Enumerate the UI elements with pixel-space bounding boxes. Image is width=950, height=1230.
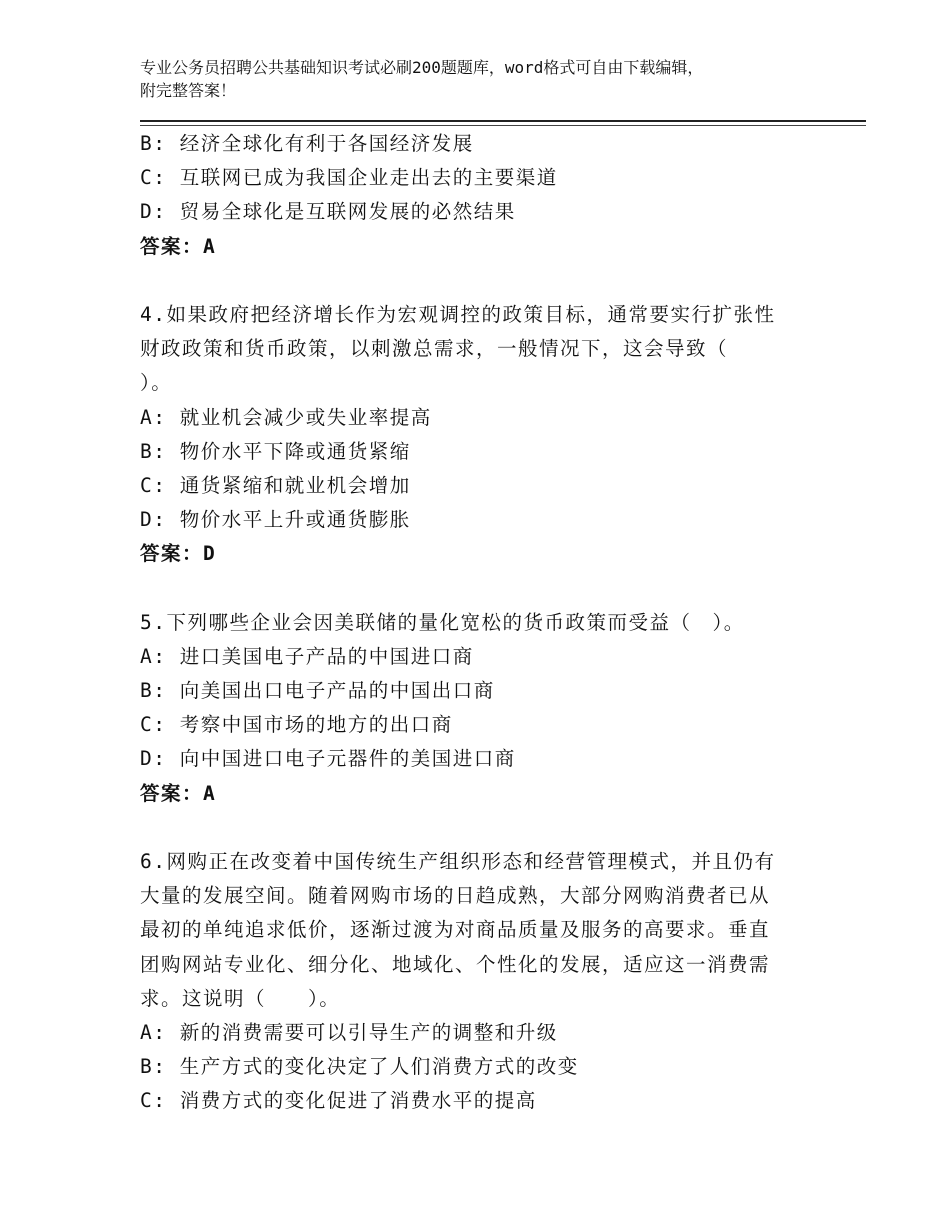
question-stem-line: 6.网购正在改变着中国传统生产组织形态和经营管理模式，并且仍有 [140, 849, 776, 873]
option-c: C: 消费方式的变化促进了消费水平的提高 [140, 1089, 537, 1113]
spacer [140, 571, 820, 605]
question-block-3 [140, 127, 820, 264]
question-block-5 [140, 606, 820, 811]
option-c: C: 互联网已成为我国企业走出去的主要渠道 [140, 166, 558, 190]
answer-line: 答案：D [140, 542, 217, 566]
question-stem-line: 最初的单纯追求低价，逐渐过渡为对商品质量及服务的高要求。垂直 [140, 918, 771, 942]
option-c: C: 考察中国市场的地方的出口商 [140, 713, 453, 737]
header-line-2: 附完整答案！ [140, 81, 237, 100]
option-b: B: 经济全球化有利于各国经济发展 [140, 132, 474, 155]
option-c: C: 通货紧缩和就业机会增加 [140, 473, 411, 497]
answer-line: 答案：A [140, 234, 217, 258]
header-line-1: 专业公务员招聘公共基础知识考试必刷200题题库，word格式可自由下载编辑， [140, 58, 704, 77]
option-d: D: 物价水平上升或通货膨胀 [140, 508, 411, 532]
spacer [140, 811, 820, 845]
option-a: A: 新的消费需要可以引导生产的调整和升级 [140, 1020, 558, 1044]
question-stem-line: 大量的发展空间。随着网购市场的日趋成熟，大部分网购消费者已从 [140, 884, 771, 908]
question-block-4 [140, 298, 820, 572]
question-block-6 [140, 845, 820, 1119]
question-stem-line: 4.如果政府把经济增长作为宏观调控的政策目标，通常要实行扩张性 [140, 302, 776, 326]
header-divider-thick [140, 120, 866, 122]
option-b: B: 生产方式的变化决定了人们消费方式的改变 [140, 1055, 579, 1079]
option-b: B: 向美国出口电子产品的中国出口商 [140, 679, 495, 702]
option-b: B: 物价水平下降或通货紧缩 [140, 439, 411, 463]
question-content [140, 127, 820, 1118]
question-stem-line: 求。这说明（ ）。 [140, 986, 341, 1010]
spacer [140, 264, 820, 298]
question-stem-line: 5.下列哪些企业会因美联储的量化宽松的货币政策而受益（ ）。 [140, 610, 745, 634]
answer-line: 答案：A [140, 781, 217, 805]
page-header [140, 56, 840, 102]
question-stem-line: ）。 [140, 371, 173, 395]
option-a: A: 进口美国电子产品的中国进口商 [140, 644, 474, 668]
option-d: D: 向中国进口电子元器件的美国进口商 [140, 747, 516, 771]
header-divider-thin [140, 125, 866, 126]
option-a: A: 就业机会减少或失业率提高 [140, 405, 432, 429]
option-d: D: 贸易全球化是互联网发展的必然结果 [140, 200, 516, 224]
question-stem-line: 财政政策和货币政策，以刺激总需求，一般情况下，这会导致（ [140, 337, 729, 361]
question-stem-line: 团购网站专业化、细分化、地域化、个性化的发展，适应这一消费需 [140, 952, 771, 976]
